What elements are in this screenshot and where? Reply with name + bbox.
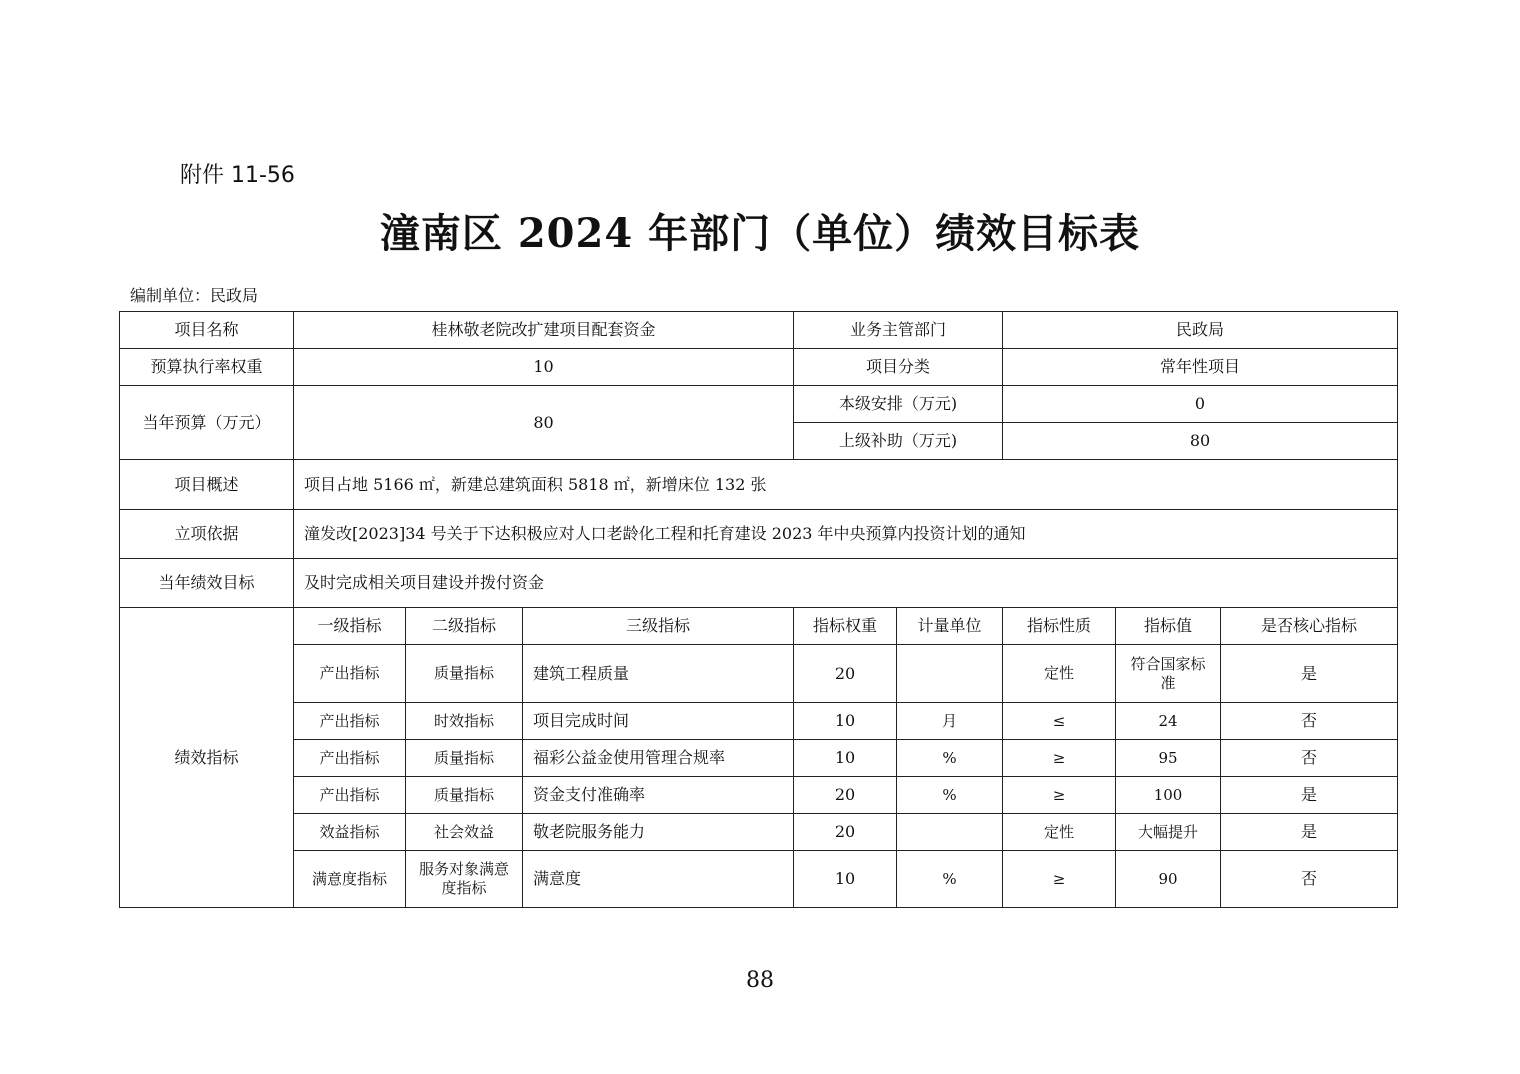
basis-label: 立项依据 (120, 510, 294, 559)
indicator-l3: 资金支付准确率 (523, 777, 794, 814)
budget-value: 80 (294, 386, 794, 460)
header-unit: 计量单位 (897, 608, 1003, 645)
indicator-unit: 月 (897, 703, 1003, 740)
indicator-l2: 质量指标 (406, 740, 523, 777)
local-label: 本级安排（万元) (794, 386, 1003, 423)
indicator-core: 否 (1221, 740, 1398, 777)
indicator-core: 是 (1221, 645, 1398, 703)
indicator-core: 是 (1221, 777, 1398, 814)
indicator-unit (897, 814, 1003, 851)
indicator-l1: 产出指标 (294, 777, 406, 814)
indicator-l3: 福彩公益金使用管理合规率 (523, 740, 794, 777)
indicator-l3: 敬老院服务能力 (523, 814, 794, 851)
indicator-value: 大幅提升 (1116, 814, 1221, 851)
indicator-unit: % (897, 740, 1003, 777)
row-budget (120, 386, 1398, 423)
indicator-unit: % (897, 777, 1003, 814)
header-value: 指标值 (1116, 608, 1221, 645)
goal-label: 当年绩效目标 (120, 559, 294, 608)
indicator-l2: 服务对象满意度指标 (406, 851, 523, 908)
budget-label: 当年预算（万元） (120, 386, 294, 460)
compiler-unit: 编制单位：民政局 (130, 286, 259, 305)
upper-label: 上级补助（万元) (794, 423, 1003, 460)
indicator-core: 否 (1221, 703, 1398, 740)
indicator-value: 95 (1116, 740, 1221, 777)
basis-value: 潼发改[2023]34 号关于下达积极应对人口老龄化工程和托育建设 2023 年中央预算内投资计划的通知 (294, 510, 1398, 559)
page-number: 88 (746, 968, 774, 993)
row-basis (120, 510, 1398, 559)
indicator-core: 否 (1221, 851, 1398, 908)
indicator-nature: ≥ (1003, 740, 1116, 777)
upper-value: 80 (1003, 423, 1398, 460)
overview-label: 项目概述 (120, 460, 294, 510)
table-row (120, 814, 1398, 851)
indicator-unit (897, 645, 1003, 703)
category-value: 常年性项目 (1003, 349, 1398, 386)
indicator-weight: 10 (794, 703, 897, 740)
indicator-weight: 20 (794, 645, 897, 703)
page-title: 潼南区 2024 年部门（单位）绩效目标表 (379, 210, 1141, 257)
indicator-l1: 产出指标 (294, 703, 406, 740)
performance-table (119, 311, 1398, 908)
indicator-core: 是 (1221, 814, 1398, 851)
indicator-l2: 质量指标 (406, 645, 523, 703)
indicator-nature: ≥ (1003, 777, 1116, 814)
indicator-nature: ≤ (1003, 703, 1116, 740)
indicator-l3: 满意度 (523, 851, 794, 908)
local-value: 0 (1003, 386, 1398, 423)
table-row (120, 851, 1398, 908)
header-l3: 三级指标 (523, 608, 794, 645)
indicator-nature: 定性 (1003, 645, 1116, 703)
indicator-l2: 社会效益 (406, 814, 523, 851)
indicator-l2: 时效指标 (406, 703, 523, 740)
table-row (120, 740, 1398, 777)
weight-value: 10 (294, 349, 794, 386)
project-name-value: 桂林敬老院改扩建项目配套资金 (294, 312, 794, 349)
indicator-l1: 产出指标 (294, 645, 406, 703)
row-goal (120, 559, 1398, 608)
table-row (120, 703, 1398, 740)
indicator-l3: 建筑工程质量 (523, 645, 794, 703)
indicator-header-row (120, 608, 1398, 645)
indicator-weight: 20 (794, 777, 897, 814)
header-l1: 一级指标 (294, 608, 406, 645)
goal-value: 及时完成相关项目建设并拨付资金 (294, 559, 1398, 608)
indicator-l3: 项目完成时间 (523, 703, 794, 740)
row-project-name (120, 312, 1398, 349)
header-weight: 指标权重 (794, 608, 897, 645)
indicator-weight: 10 (794, 851, 897, 908)
indicator-l1: 效益指标 (294, 814, 406, 851)
weight-label: 预算执行率权重 (120, 349, 294, 386)
table-row (120, 777, 1398, 814)
header-l2: 二级指标 (406, 608, 523, 645)
indicator-l1: 满意度指标 (294, 851, 406, 908)
dept-label: 业务主管部门 (794, 312, 1003, 349)
indicator-weight: 10 (794, 740, 897, 777)
indicator-unit: % (897, 851, 1003, 908)
indicator-nature: ≥ (1003, 851, 1116, 908)
indicator-label: 绩效指标 (120, 608, 294, 908)
overview-value: 项目占地 5166 ㎡，新建总建筑面积 5818 ㎡，新增床位 132 张 (294, 460, 1398, 510)
table-row (120, 645, 1398, 703)
indicator-value: 100 (1116, 777, 1221, 814)
category-label: 项目分类 (794, 349, 1003, 386)
indicator-l1: 产出指标 (294, 740, 406, 777)
header-nature: 指标性质 (1003, 608, 1116, 645)
indicator-value: 24 (1116, 703, 1221, 740)
indicator-weight: 20 (794, 814, 897, 851)
project-name-label: 项目名称 (120, 312, 294, 349)
attachment-number: 附件 11-56 (180, 163, 295, 188)
indicator-l2: 质量指标 (406, 777, 523, 814)
header-core: 是否核心指标 (1221, 608, 1398, 645)
indicator-value: 90 (1116, 851, 1221, 908)
dept-value: 民政局 (1003, 312, 1398, 349)
row-overview (120, 460, 1398, 510)
indicator-nature: 定性 (1003, 814, 1116, 851)
indicator-value: 符合国家标准 (1116, 645, 1221, 703)
row-weight (120, 349, 1398, 386)
